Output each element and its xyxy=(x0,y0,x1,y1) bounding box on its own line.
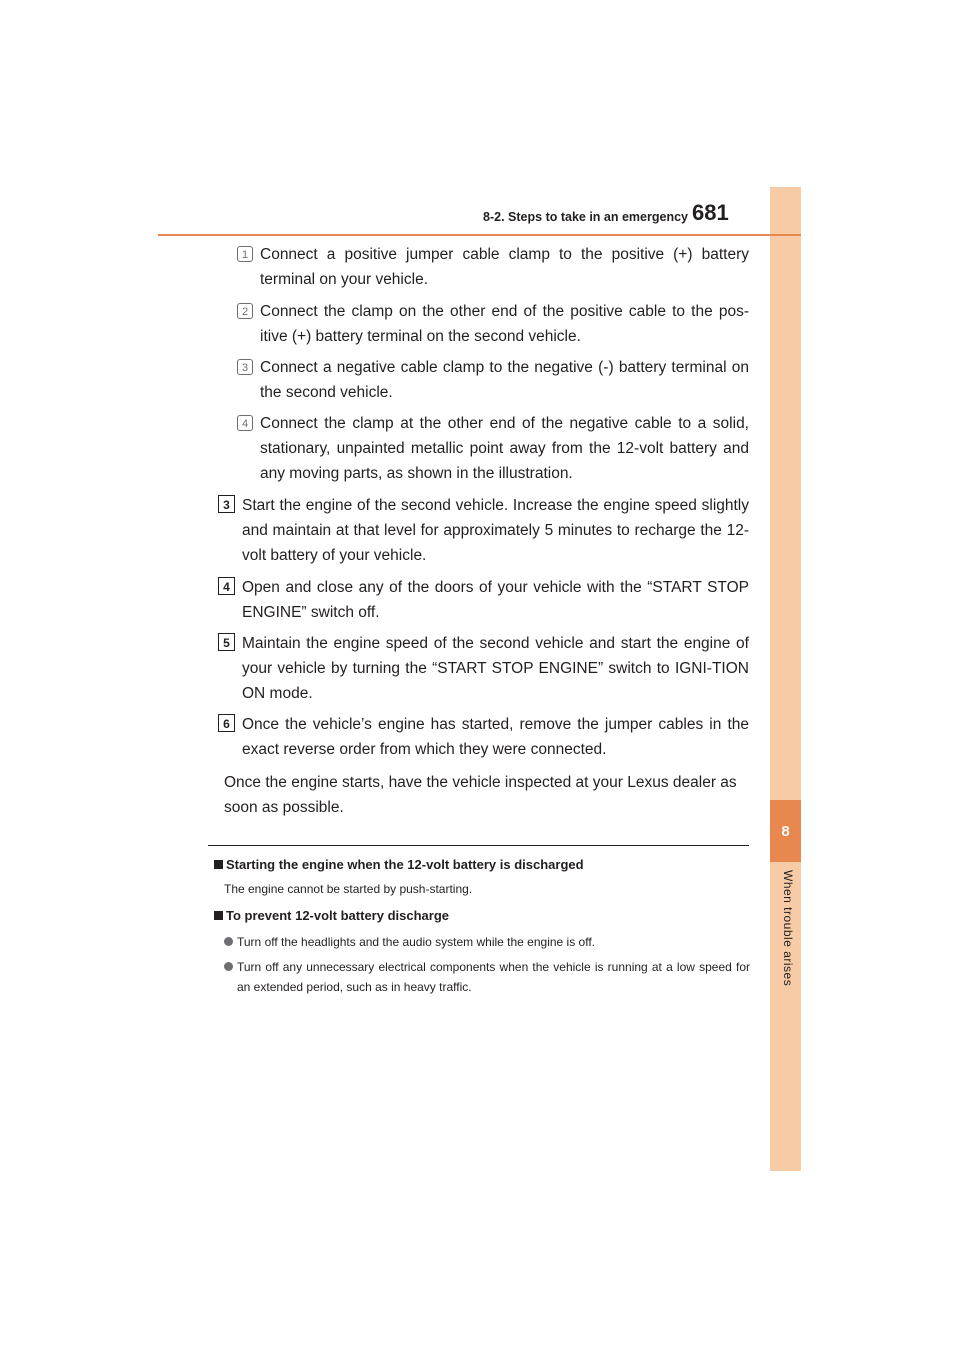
circle-bullet-icon xyxy=(224,962,233,971)
step-text: Maintain the engine speed of the second vehicle and start the engine of your vehicle by turning the “START STOP ENGINE” switch to IGNI-TION ON mode. xyxy=(242,635,749,702)
circle-bullet-icon xyxy=(224,937,233,946)
note-heading-1: Starting the engine when the 12-volt battery is discharged xyxy=(214,857,584,872)
square-bullet-icon xyxy=(214,911,223,920)
note-bullet: Turn off the headlights and the audio system while the engine is off. xyxy=(224,932,750,952)
closing-paragraph: Once the engine starts, have the vehicle inspected at your Lexus dealer as soon as possible. xyxy=(224,774,737,816)
substep-1 xyxy=(237,242,749,292)
step-text: Open and close any of the doors of your vehicle with the “START STOP ENGINE” switch off. xyxy=(242,579,749,621)
chapter-title: When trouble arises xyxy=(781,870,795,987)
note-heading-2: To prevent 12-volt battery discharge xyxy=(214,908,449,923)
step-number: 3 xyxy=(218,495,235,513)
step-number: 4 xyxy=(218,577,235,595)
note-bullet: Turn off any unnecessary electrical components when the vehicle is running at a low speed for an extended period, such as in heavy traffic. xyxy=(224,957,750,997)
chapter-number: 8 xyxy=(770,800,801,862)
step-text: Start the engine of the second vehicle. Increase the engine speed slightly and maintain at that level for approximately 5 minutes to recharge the 12-volt battery of your vehicle. xyxy=(242,497,749,564)
substep-3 xyxy=(237,355,749,405)
header-divider xyxy=(158,234,801,236)
step-4 xyxy=(218,575,749,625)
notes-divider xyxy=(208,845,749,846)
page-number: 681 xyxy=(692,200,729,225)
substep-number: 2 xyxy=(237,303,253,319)
substep-text: Connect the clamp at the other end of the negative cable to a solid, stationary, unpainted metallic point away from the 12-volt battery and any moving parts, as shown in the illustration. xyxy=(260,415,749,482)
square-bullet-icon xyxy=(214,860,223,869)
section-title: 8-2. Steps to take in an emergency xyxy=(483,210,688,224)
step-3 xyxy=(218,493,749,568)
step-text: Once the vehicle’s engine has started, remove the jumper cables in the exact reverse order from which they were connected. xyxy=(242,716,749,758)
step-number: 6 xyxy=(218,714,235,732)
substep-number: 3 xyxy=(237,359,253,375)
step-number: 5 xyxy=(218,633,235,651)
substep-text: Connect a positive jumper cable clamp to the positive (+) battery terminal on your vehicle. xyxy=(260,246,749,288)
substep-2 xyxy=(237,299,749,349)
chapter-side-tab xyxy=(770,187,801,1171)
substep-number: 4 xyxy=(237,415,253,431)
substep-text: Connect the clamp on the other end of the positive cable to the pos-itive (+) battery terminal on the second vehicle. xyxy=(260,303,749,345)
step-6 xyxy=(218,712,749,762)
substep-text: Connect a negative cable clamp to the negative (-) battery terminal on the second vehicle. xyxy=(260,359,749,401)
step-5 xyxy=(218,631,749,706)
substep-number: 1 xyxy=(237,246,253,262)
note-text-1: The engine cannot be started by push-starting. xyxy=(224,882,473,896)
substep-4 xyxy=(237,411,749,486)
